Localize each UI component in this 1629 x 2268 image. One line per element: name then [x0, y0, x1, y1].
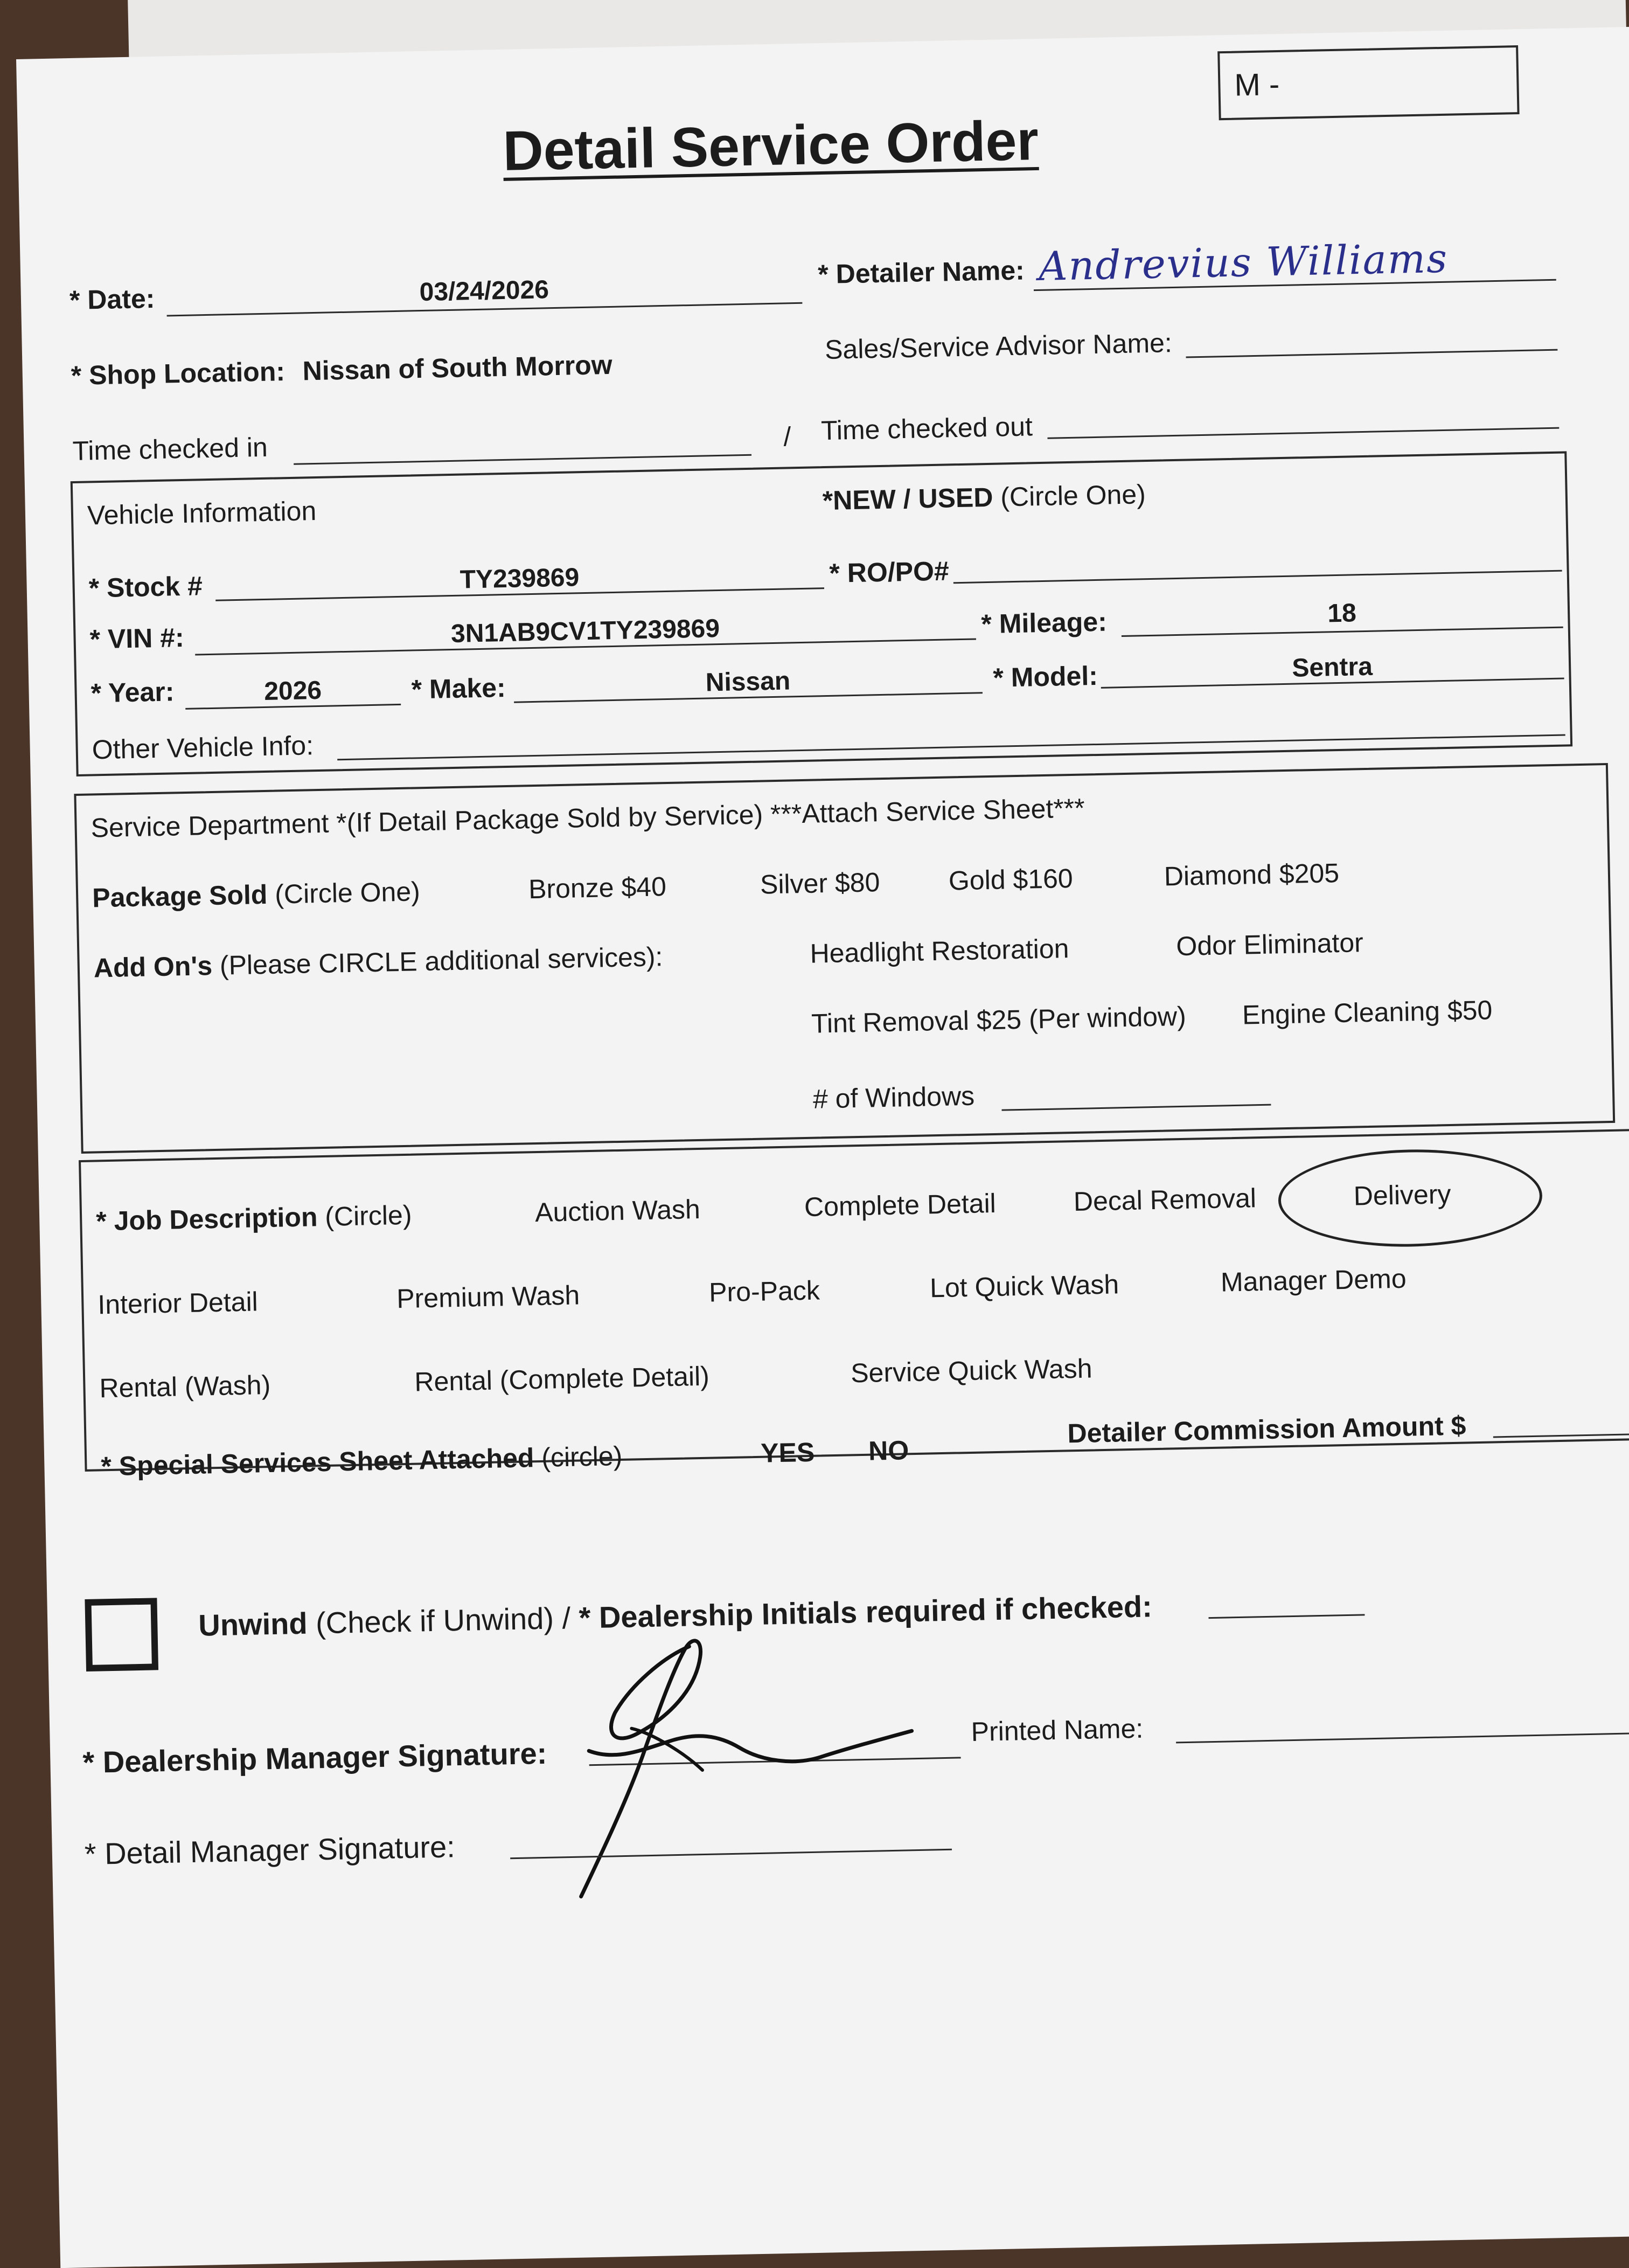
unwind-checkbox[interactable]	[85, 1598, 158, 1671]
job-premium-wash: Premium Wash	[396, 1280, 580, 1314]
job-rental-complete-detail: Rental (Complete Detail)	[414, 1361, 710, 1397]
package-gold: Gold $160	[948, 863, 1074, 896]
service-department-header: Service Department *(If Detail Package Sold by Service) ***Attach Service Sheet***	[90, 793, 1085, 843]
mileage-label: * Mileage:	[980, 606, 1108, 640]
package-sold-field	[92, 876, 421, 913]
addon-tint-removal: Tint Removal $25 (Per window)	[811, 1001, 1187, 1039]
dealership-manager-signature	[565, 1619, 1002, 1929]
model-value: Sentra	[1291, 652, 1373, 683]
shop-location-label: * Shop Location:	[71, 356, 286, 391]
dealership-initials-label: * Dealership Initials required if checked:	[578, 1589, 1153, 1635]
add-ons-label: Add On's	[93, 951, 213, 983]
special-services-no: NO	[868, 1435, 909, 1466]
special-services-yes: YES	[760, 1437, 815, 1468]
model-label: * Model:	[992, 660, 1098, 693]
time-checked-out-label: Time checked out	[820, 411, 1033, 446]
add-ons-note: (Please CIRCLE additional services):	[219, 941, 663, 981]
job-description-field	[96, 1199, 412, 1237]
year-label: * Year:	[90, 676, 175, 709]
job-delivery: Delivery	[1353, 1178, 1451, 1211]
new-used-field	[822, 478, 1146, 516]
mileage-value: 18	[1327, 599, 1357, 628]
addon-headlight-restoration: Headlight Restoration	[810, 933, 1069, 969]
shop-location-value: Nissan of South Morrow	[302, 349, 613, 386]
special-services-label: * Special Services Sheet Attached	[100, 1442, 534, 1482]
printed-name-line	[1176, 1731, 1629, 1743]
package-silver: Silver $80	[760, 867, 880, 900]
job-interior-detail: Interior Detail	[97, 1286, 259, 1320]
advisor-name-line	[1186, 349, 1558, 358]
time-checked-in-label: Time checked in	[72, 432, 268, 467]
job-description-note: (Circle)	[324, 1199, 412, 1232]
stock-value: TY239869	[460, 563, 580, 594]
new-used-note: (Circle One)	[1000, 479, 1146, 512]
package-diamond: Diamond $205	[1164, 858, 1340, 892]
addon-odor-eliminator: Odor Eliminator	[1175, 927, 1364, 962]
addon-engine-cleaning: Engine Cleaning $50	[1242, 995, 1493, 1030]
stock-label: * Stock #	[88, 571, 203, 604]
advisor-name-label: Sales/Service Advisor Name:	[824, 328, 1173, 365]
vehicle-information-title: Vehicle Information	[87, 495, 317, 531]
other-vehicle-info-label: Other Vehicle Info:	[92, 730, 314, 765]
detailer-name-label: * Detailer Name:	[817, 255, 1025, 290]
vin-label: * VIN #:	[89, 622, 185, 655]
new-used-label: *NEW / USED	[822, 482, 993, 516]
detail-service-order-sheet	[16, 26, 1629, 2268]
detailer-name-signature: Andrevius Williams	[1038, 235, 1449, 290]
job-decal-removal: Decal Removal	[1073, 1183, 1257, 1217]
make-label: * Make:	[411, 672, 506, 705]
m-number-label: M -	[1234, 66, 1280, 103]
page-title: Detail Service Order	[502, 109, 1039, 183]
job-lot-quick-wash: Lot Quick Wash	[929, 1269, 1119, 1303]
time-checked-in-line	[294, 454, 751, 465]
package-bronze: Bronze $40	[528, 871, 667, 905]
dealership-initials-line	[1208, 1614, 1365, 1619]
commission-amount-label: Detailer Commission Amount $	[1067, 1410, 1466, 1449]
unwind-note: (Check if Unwind) /	[315, 1600, 571, 1640]
vin-value: 3N1AB9CV1TY239869	[450, 614, 720, 649]
date-value: 03/24/2026	[419, 275, 549, 307]
package-sold-label: Package Sold	[92, 879, 268, 913]
job-manager-demo: Manager Demo	[1220, 1263, 1407, 1298]
job-complete-detail: Complete Detail	[804, 1188, 997, 1223]
ro-po-label: * RO/PO#	[829, 556, 950, 588]
unwind-label: Unwind	[198, 1606, 308, 1642]
year-value: 2026	[263, 676, 322, 706]
package-sold-note: (Circle One)	[274, 876, 421, 910]
time-checked-out-line	[1047, 427, 1559, 439]
dealership-manager-signature-label: * Dealership Manager Signature:	[82, 1736, 547, 1780]
detail-manager-signature-label: * Detail Manager Signature:	[84, 1829, 456, 1871]
job-pro-pack: Pro-Pack	[708, 1275, 820, 1308]
job-service-quick-wash: Service Quick Wash	[850, 1353, 1093, 1389]
date-label: * Date:	[69, 283, 155, 316]
time-separator: /	[783, 421, 791, 452]
job-description-label: * Job Description	[95, 1202, 318, 1237]
special-services-note: (circle)	[541, 1440, 623, 1473]
job-rental-wash: Rental (Wash)	[99, 1370, 271, 1404]
make-value: Nissan	[705, 667, 791, 697]
printed-name-label: Printed Name:	[971, 1713, 1144, 1747]
number-of-windows-label: # of Windows	[812, 1080, 975, 1114]
job-auction-wash: Auction Wash	[534, 1194, 701, 1228]
